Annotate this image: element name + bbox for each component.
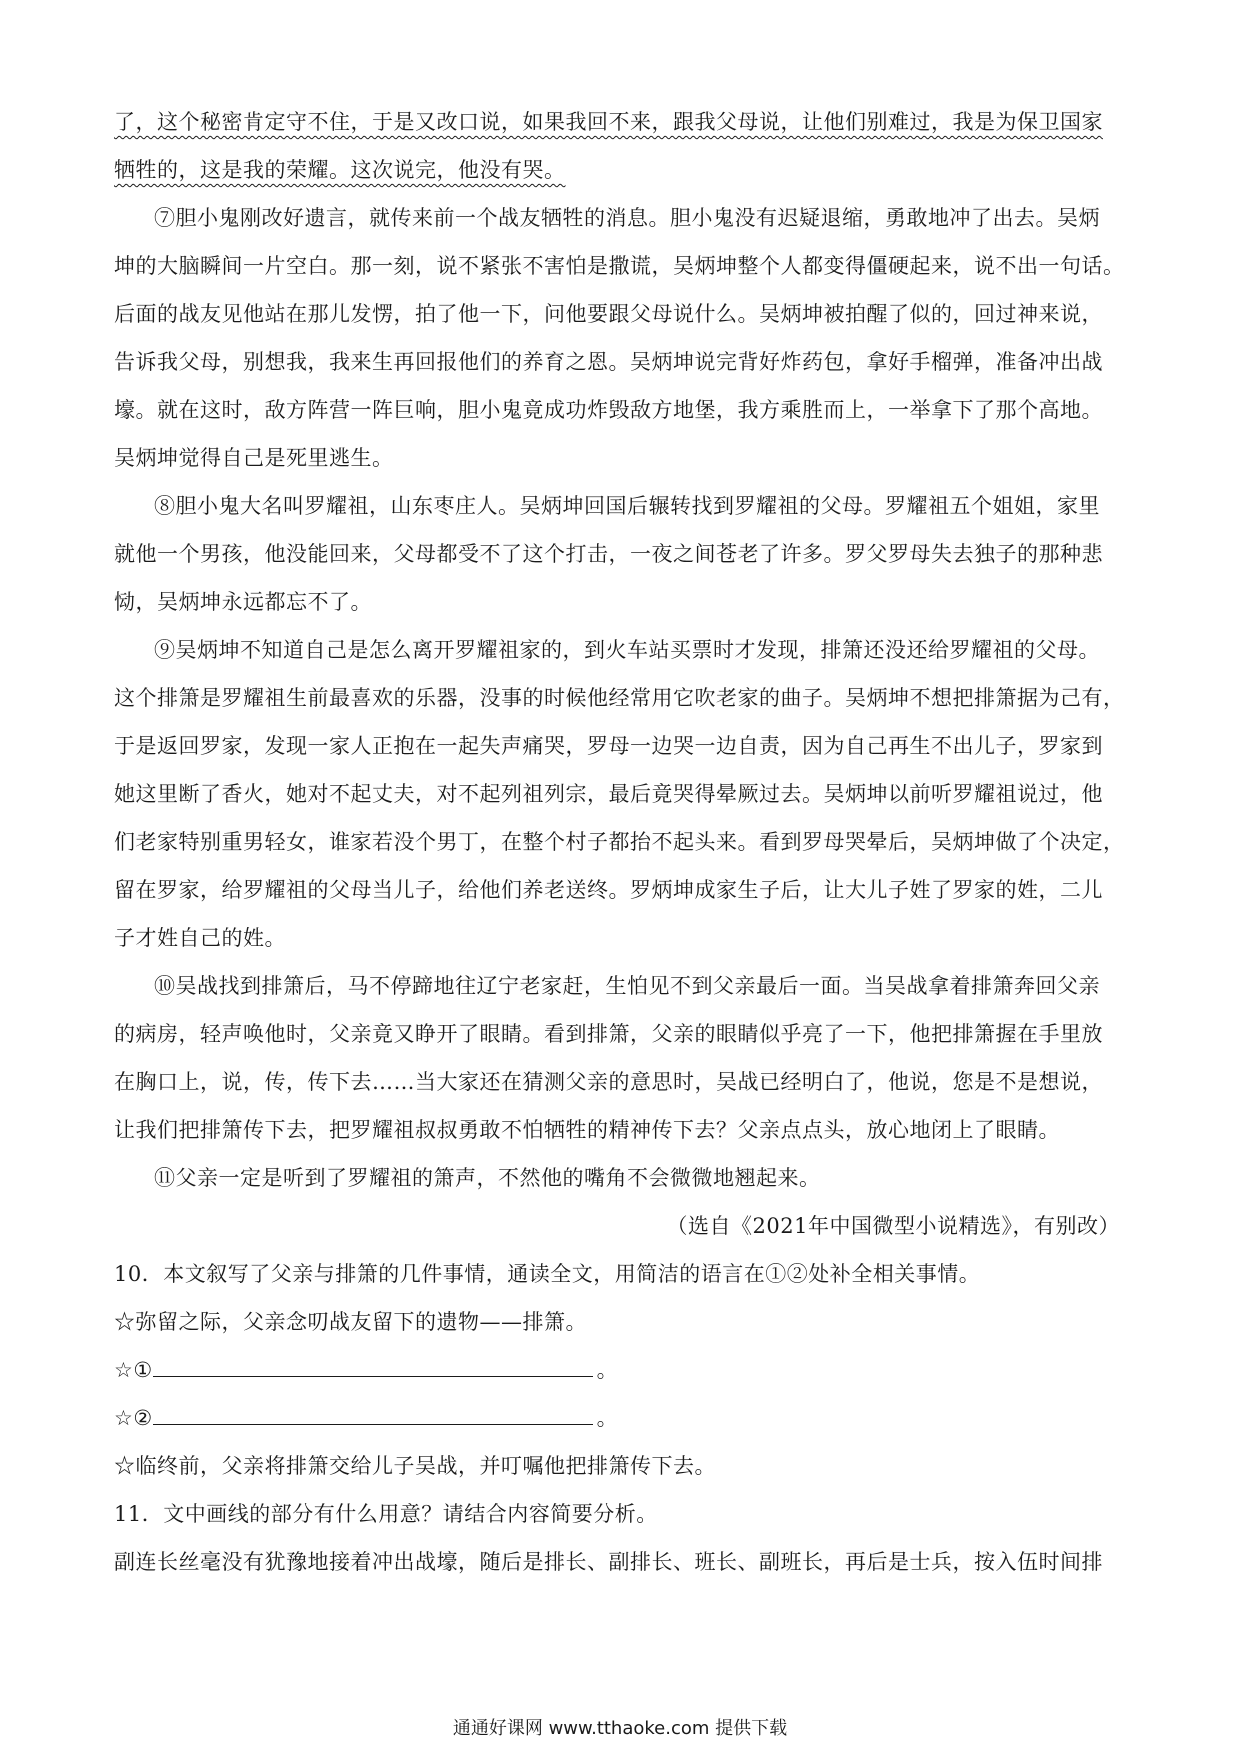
answer-blank-2[interactable] xyxy=(153,1394,593,1425)
underlined-sentence: 牺牲的，这是我的荣耀。这次说完，他没有哭。 xyxy=(114,158,566,182)
passage-line: 的病房，轻声唤他时，父亲竟又睁开了眼睛。看到排箫，父亲的眼睛似乎亮了一下，他把排箫握在手里放 xyxy=(114,1022,1103,1046)
question-10-item: ☆临终前，父亲将排箫交给儿子吴战，并叮嘱他把排箫传下去。 xyxy=(114,1454,716,1478)
passage-line: ⑦胆小鬼刚改好遗言，就传来前一个战友牺牲的消息。胆小鬼没有迟疑退缩，勇敢地冲了出去。吴炳 xyxy=(154,206,1100,230)
blank-2-label: ☆② xyxy=(114,1406,153,1430)
passage-line: 她这里断了香火，她对不起丈夫，对不起列祖列宗，最后竟哭得晕厥过去。吴炳坤以前听罗耀祖说过，他 xyxy=(114,782,1103,806)
passage-line: 吴炳坤觉得自己是死里逃生。 xyxy=(114,446,394,470)
passage-line: 就他一个男孩，他没能回来，父母都受不了这个打击，一夜之间苍老了许多。罗父罗母失去独子的那种悲 xyxy=(114,542,1103,566)
passage-line: ⑧胆小鬼大名叫罗耀祖，山东枣庄人。吴炳坤回国后辗转找到罗耀祖的父母。罗耀祖五个姐姐，家里 xyxy=(154,494,1100,518)
passage-line: ⑩吴战找到排箫后，马不停蹄地往辽宁老家赶，生怕见不到父亲最后一面。当吴战拿着排箫奔回父亲 xyxy=(154,974,1100,998)
blank-1-label: ☆① xyxy=(114,1358,153,1382)
passage-line: 坤的大脑瞬间一片空白。那一刻，说不紧张不害怕是撒谎，吴炳坤整个人都变得僵硬起来，说不出一句话。 xyxy=(114,254,1125,278)
question-10-stem: 10．本文叙写了父亲与排箫的几件事情，通读全文，用简洁的语言在①②处补全相关事情。 xyxy=(114,1262,981,1286)
passage-line: 在胸口上，说，传，传下去……当大家还在猜测父亲的意思时，吴战已经明白了，他说，您是不是想说， xyxy=(114,1070,1103,1094)
question-10-item: ☆弥留之际，父亲念叨战友留下的遗物——排箫。 xyxy=(114,1310,587,1334)
blank-2-period: 。 xyxy=(596,1406,619,1430)
passage-line: 告诉我父母，别想我，我来生再回报他们的养育之恩。吴炳坤说完背好炸药包，拿好手榴弹，准备冲出战 xyxy=(114,350,1103,374)
passage-line: 壕。就在这时，敌方阵营一阵巨响，胆小鬼竟成功炸毁敌方地堡，我方乘胜而上，一举拿下了那个高地。 xyxy=(114,398,1103,422)
answer-blank-1[interactable] xyxy=(153,1346,593,1377)
passage-line: ⑨吴炳坤不知道自己是怎么离开罗耀祖家的，到火车站买票时才发现，排箫还没还给罗耀祖的父母。 xyxy=(154,638,1100,662)
blank-1-period: 。 xyxy=(596,1358,619,1382)
passage-line: 留在罗家，给罗耀祖的父母当儿子，给他们养老送终。罗炳坤成家生子后，让大儿子姓了罗家的姓，二儿 xyxy=(114,878,1103,902)
question-10-blank-1 xyxy=(114,1346,1124,1394)
passage-line: 后面的战友见他站在那儿发愣，拍了他一下，问他要跟父母说什么。吴炳坤被拍醒了似的，回过神来说， xyxy=(114,302,1103,326)
passage-line: 恸，吴炳坤永远都忘不了。 xyxy=(114,590,372,614)
page-footer: 通通好课网 www.tthaoke.com 提供下载 xyxy=(452,1718,788,1739)
passage-line: 们老家特别重男轻女，谁家若没个男丁，在整个村子都抬不起头来。看到罗母哭晕后，吴炳坤做了个决定， xyxy=(114,830,1125,854)
passage-line: 让我们把排箫传下去，把罗耀祖叔叔勇敢不怕牺牲的精神传下去？父亲点点头，放心地闭上了眼睛。 xyxy=(114,1118,1060,1142)
question-11-quote: 副连长丝毫没有犹豫地接着冲出战壕，随后是排长、副排长、班长、副班长，再后是士兵，按入伍时间排 xyxy=(114,1550,1103,1574)
passage-line xyxy=(114,146,1124,194)
passage-line: 这个排箫是罗耀祖生前最喜欢的乐器，没事的时候他经常用它吹老家的曲子。吴炳坤不想把排箫据为己有， xyxy=(114,686,1125,710)
passage-line: 了，这个秘密肯定守不住，于是又改口说，如果我回不来，跟我父母说，让他们别难过，我是为保卫国家 xyxy=(114,110,1103,134)
passage-line: ⑪父亲一定是听到了罗耀祖的箫声，不然他的嘴角不会微微地翘起来。 xyxy=(154,1166,821,1190)
document-page xyxy=(114,98,1124,1586)
passage-line: 于是返回罗家，发现一家人正抱在一起失声痛哭，罗母一边哭一边自责，因为自己再生不出儿子，罗家到 xyxy=(114,734,1103,758)
question-11-stem: 11．文中画线的部分有什么用意？请结合内容简要分析。 xyxy=(114,1502,658,1526)
passage-source: （选自《2021年中国微型小说精选》，有别改） xyxy=(666,1214,1120,1238)
question-10-blank-2 xyxy=(114,1394,1124,1442)
passage-line: 子才姓自己的姓。 xyxy=(114,926,286,950)
